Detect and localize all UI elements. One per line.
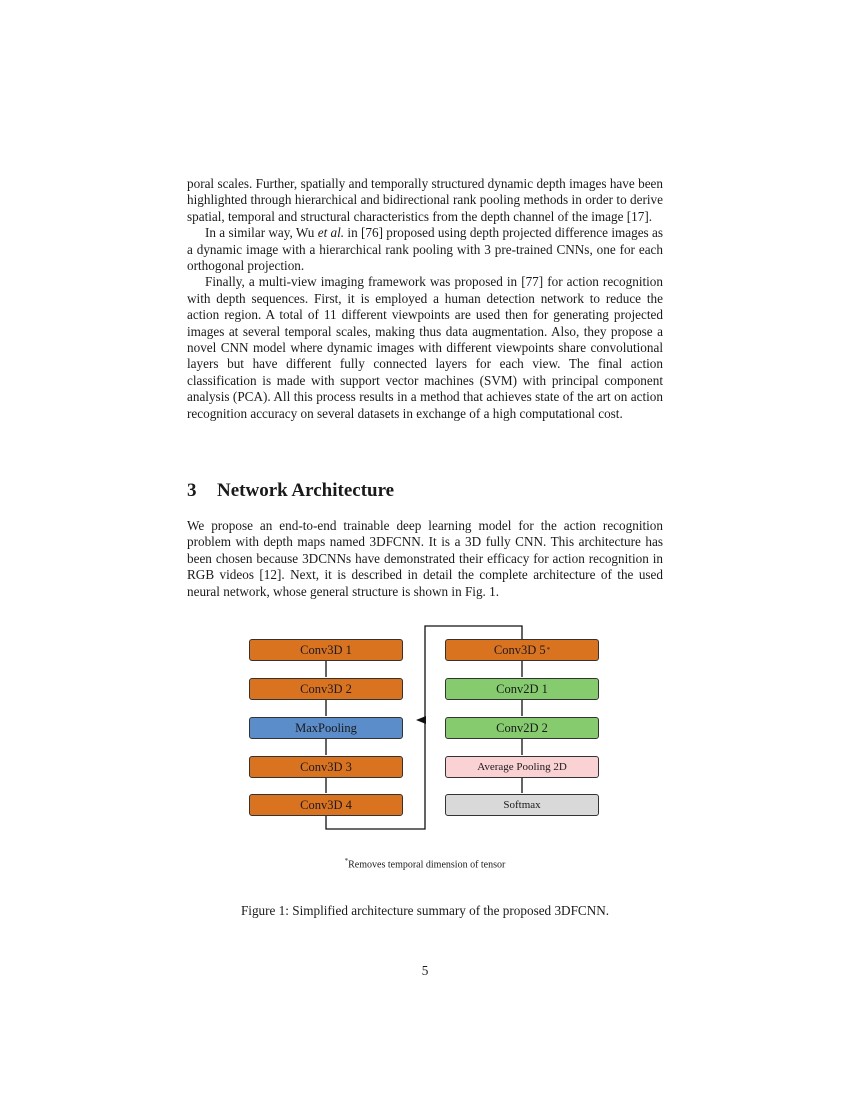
layer-conv3d-4 <box>249 794 403 816</box>
paragraph-text: in [76] proposed using depth projected difference images as a dynamic image with a hierarchical rank pooling with 3 pre-trained CNNs, one for each orthogonal projection. <box>187 225 663 274</box>
page-number: 5 <box>421 963 429 978</box>
connector-arrow <box>326 720 425 829</box>
paragraph: We propose an end-to-end trainable deep learning model for the action recognition problem with depth maps named 3DFCNN. It is a 3D fully CNN. This architecture has been chosen because 3DCNNs have demonstrated their efficacy for action recognition in RGB videos [12]. Next, it is described in detail the complete architecture of the used neural network, whose general structure is shown in Fig. 1. <box>187 518 663 599</box>
footnote-text: Removes temporal dimension of tensor <box>348 859 506 871</box>
intro-text <box>187 176 663 422</box>
layer-conv3d-3 <box>249 756 403 778</box>
paragraph-italic-text: et al. <box>317 225 345 241</box>
layer-average-pooling-2d <box>445 756 599 778</box>
layer-maxpooling <box>249 717 403 739</box>
section-title: Network Architecture <box>217 480 395 501</box>
connector-line <box>425 626 522 720</box>
layer-label: Conv3D 5 <box>493 642 546 657</box>
paragraph: Finally, a multi-view imaging framework was proposed in [77] for action recognition with depth sequences. First, it is employed a human detection network to reduce the action region. A total of 11 different viewpoints are used then for generating projected images at several temporal scales, making thus data augmentation. Also, they propose a novel CNN model where dynamic images with different viewpoints share convolutional layers but have different fully connected layers for each view. The final action classification is made with support vector machines (SVM) with principal component analysis (PCA). All this process results in a method that achieves state of the art on action recognition accuracy on several datasets in exchange of a high computational cost. <box>187 274 663 421</box>
paragraph: poral scales. Further, spatially and temporally structured dynamic depth images have been highlighted through hierarchical and bidirectional rank pooling methods in order to derive spatial, temporal and structural characteristics from the depth channel of the image [17]. <box>187 176 663 224</box>
paragraph-text: In a similar way, Wu <box>205 225 318 241</box>
layer-conv3d-1 <box>249 639 403 661</box>
layer-conv2d-1 <box>445 678 599 700</box>
layer-label: Conv3D 4 <box>300 797 352 812</box>
figure-footnote <box>0 857 850 870</box>
layer-label: Conv2D 1 <box>496 681 548 696</box>
footnote-marker: * <box>344 857 349 865</box>
layer-conv3d-5 <box>445 639 599 661</box>
paragraph <box>187 225 663 274</box>
section-text <box>187 518 663 600</box>
layer-softmax <box>445 794 599 816</box>
section-number: 3 <box>187 480 197 501</box>
layer-label: MaxPooling <box>295 720 357 735</box>
layer-label: Conv3D 2 <box>300 681 352 696</box>
layer-label: Conv3D 3 <box>300 759 352 774</box>
layer-label: Conv3D 1 <box>300 642 352 657</box>
layer-label: Average Pooling 2D <box>477 761 567 773</box>
layer-conv2d-2 <box>445 717 599 739</box>
footnote-star: * <box>546 646 551 654</box>
section-heading <box>187 480 663 502</box>
layer-conv3d-2 <box>249 678 403 700</box>
figure-caption: Figure 1: Simplified architecture summary of the proposed 3DFCNN. <box>240 903 610 918</box>
layer-label: Softmax <box>503 799 541 811</box>
layer-label: Conv2D 2 <box>496 720 548 735</box>
